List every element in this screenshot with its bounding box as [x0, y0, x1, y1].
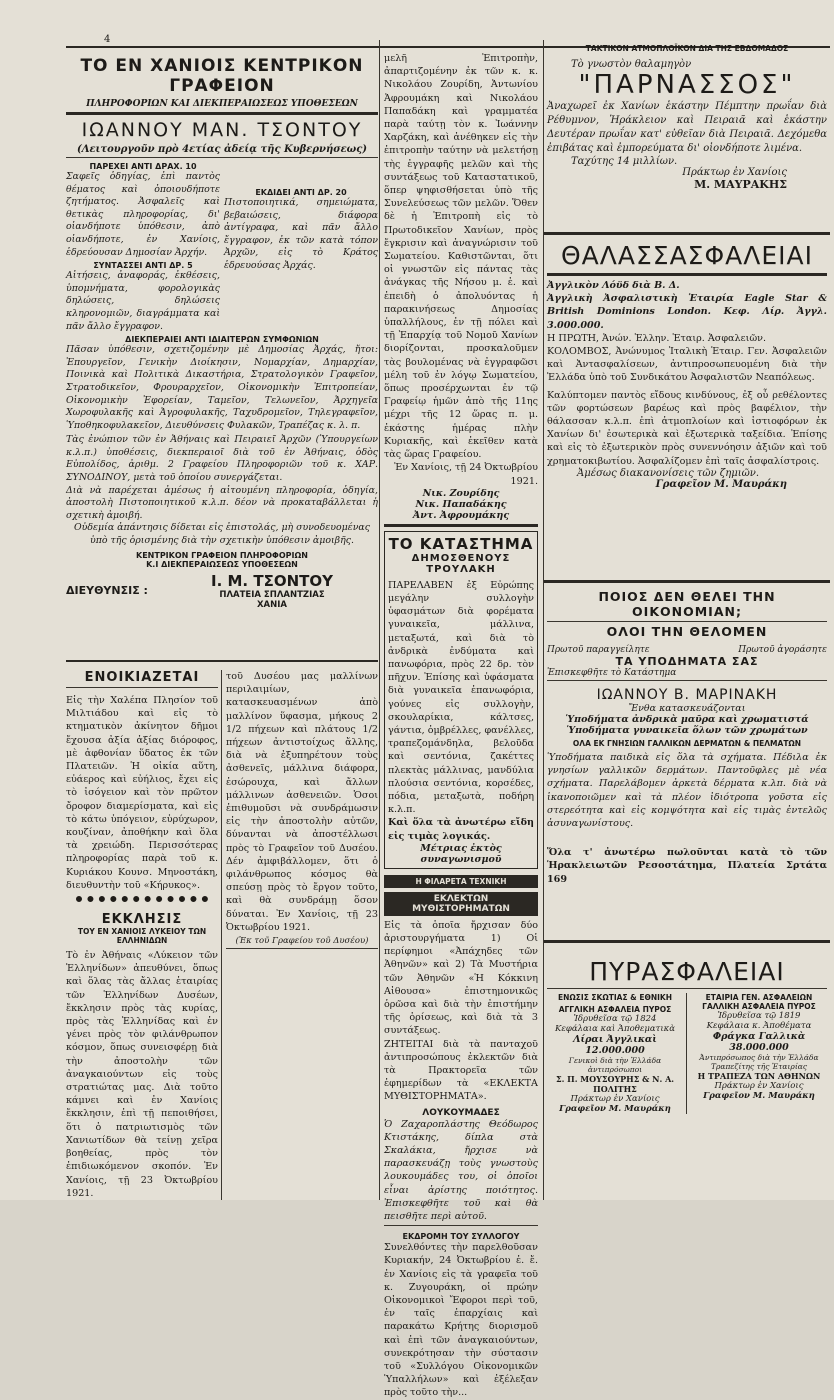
store-title-2: ΔΗΜΟΣΘΕΝΟΥΣ ΤΡΟΥΛΑΚΗ	[411, 552, 511, 575]
fire-right-amount: Φράγκα Γαλλικὰ 38.000.000	[712, 1031, 806, 1053]
fee-title: ΔΙΕΚΠΕΡΑΙΕΙ ΑΝΤΙ ΙΔΙΑΙΤΕΡΩΝ ΣΥΜΦΩΝΙΩΝ	[125, 335, 319, 345]
signature: Νικ. Ζουρίδης	[422, 487, 500, 499]
sweets-text: Ὁ Ζαχαροπλάστης Θεόδωρος Κτιστάκης, δίπλα στὰ Σκαλάκια, ἤρχισε νὰ παρασκευάζῃ τοὺς γνωστοὺς λουκουμάδες του, οἱ ὁποῖοι εἶναι ἀρίστης ποιότητος. Ἐπισκεφθῆτε τοῦ καὶ θὰ πεισθῆτε περὶ αὐτοῦ.	[384, 1118, 538, 1223]
divider	[66, 157, 378, 158]
shoes-address: Ὅλα τ' ἀνωτέρω πωλοῦνται κατὰ τὸ τῶν Ἡρακλειωτῶν Ρεσοστάτημα, Πλατεία Σρτάτα 169	[547, 847, 827, 885]
fire-left-sub: ΑΓΓΛΙΚΗ ΑΣΦΑΛΕΙΑ ΠΥΡΟΣ	[558, 1005, 672, 1014]
store-tag: Μέτριας ἐκτὸς συναγωνισμοῦ	[420, 842, 502, 865]
marine-insurance-ad	[544, 232, 830, 490]
divider	[547, 988, 827, 989]
divider	[547, 621, 827, 622]
address-name: Ι. Μ. ΤΣΟΝΤΟΥ	[211, 571, 333, 590]
page-marker: 4	[104, 34, 111, 45]
divider	[547, 273, 827, 276]
fee-columns	[66, 162, 378, 333]
athens-text: Τὰς ἐνώπιον τῶν ἐν Ἀθήναις καὶ Πειραιεῖ Ἀρχῶν (Ὑπουργείων κ.λ.π.) ὑποθέσεις, διεκπεραιοῖ διὰ τοῦ ἐν Ἀθήναις, ὁδὸς Εὐπολίδος, ἀριθμ. 2 Γραφείου Πληροφοριῶν τοῦ κ. ΧΑΡ. ΣΥΝΟΔΙΝΟΥ, μετὰ τοῦ ὁποίου συνεργάζεται.	[66, 434, 378, 484]
shoes-shop-name: ΙΩΑΝΝΟΥ Β. ΜΑΡΙΝΑΚΗ	[596, 687, 778, 703]
address-label: ΔΙΕΥΘΥΝΣΙΣ :	[66, 584, 148, 598]
novels-title: Η ΦΙΛΑΡΕΤΑ ΤΕΧΝΙΚΗ	[384, 875, 538, 888]
excursion-text: Συνελθόντες τὴν παρελθοῦσαν Κυριακήν, 24 Ὀκτωβρίου ἐ. ἔ. ἐν Χανίοις εἰς τὰ γραφεῖα τοῦ κ. Ζυγουράκη, οἱ πρώην Οἰκονομικοὶ Ἔφοροι περὶ τοῦ, ἐν ταῖς ἐπαρχίαις καὶ παρακάτω Κρήτης διορισμοῦ καὶ ἐπὶ τῶν ἀναγκαιούντων, συνεκρότησαν τὴν σύστασιν τοῦ «Συλλόγου Οἰκονομικῶν Ὑπαλλήλων» καὶ ἐξέλεξαν πρὸς τοῦτο τὴν...	[384, 1242, 538, 1399]
fire-title: ΠΥΡΑΣΦΑΛΕΙΑΙ	[589, 957, 785, 986]
info-text: Διὰ νὰ παρέχεται ἀμέσως ἡ αἰτουμένη πληροφορία, ὁδηγία, ἀποστολὴ Πιστοποιητικοῦ κ.λ.π. δέον νὰ προκαταβάλλεται ἡ σχετικὴ ἀμοιβή.	[66, 484, 378, 521]
address-city: ΧΑΝΙΑ	[257, 599, 287, 610]
store-title: ΤΟ ΚΑΤΑΣΤΗΜΑ	[388, 534, 534, 553]
fire-right-note: Ἀντιπρόσωπος διὰ τὴν Ἑλλάδα Τραπεζίτης τῆς Ἐταιρίας	[699, 1053, 819, 1071]
column-1	[66, 0, 378, 1200]
store-ad	[384, 531, 538, 869]
shoes-line: Ὑποδήματα ἀνδρικὰ μαῦρα καὶ χρωματιστά	[565, 714, 809, 725]
marine-line: Ἀγγλικὴ Ἀσφαλιστικὴ Ἑταιρία Eagle Star & British Dominions London. Κεφ. Λίρ. Ἀγγλ. 3.000.000.	[547, 293, 827, 331]
divider	[547, 680, 827, 681]
ship-text: Ἀναχωρεῖ ἐκ Χανίων ἑκάστην Πέμπτην πρωΐαν διὰ Ρέθυμνον, Ἡράκλειον καὶ Πειραιᾶ καὶ ἑκάστην Δευτέραν πρωΐαν κατ' εὐθεῖαν διὰ Πειραιᾶ. Δεχόμεθα ἐπιβάτας καὶ ἐμπορεύματα δι' οἱονδήποτε λιμένα.	[547, 101, 827, 154]
fee-title: ΕΚΔΙΔΕΙ ΑΝΤΙ ΔΡ. 20	[255, 188, 347, 197]
info-office-ad	[66, 56, 378, 610]
shoes-left: Πρωτοῦ παραγγείλητε	[547, 645, 650, 655]
divider	[384, 524, 538, 527]
fire-right-agent: Πράκτωρ ἐν Χανίοις	[714, 1081, 804, 1091]
fee-title: ΣΥΝΤΑΣΣΕΙ ΑΝΤΙ ΔΡ. 5	[93, 261, 193, 271]
ship-ad	[544, 44, 830, 191]
notice-sign: (Ἐκ τοῦ Γραφείου τοῦ Δυσέου)	[235, 936, 369, 947]
fire-right-cap: Κεφάλαια κ. Ἀποθέματα	[706, 1021, 812, 1031]
office-line: Κ.Ι ΔΙΕΚΠΕΡΑΙΩΣΕΩΣ ΥΠΟΘΕΣΕΩΝ	[146, 559, 298, 569]
fire-left-amount: Λίραι Ἀγγλικαὶ 12.000.000	[573, 1034, 657, 1056]
marine-line: ΚΟΛΟΜΒΟΣ, Ἀνώνυμος Ἰταλικὴ Ἑταιρ. Γεν. Ἀσφαλειῶν καὶ Ἀντασφαλίσεων, ἀντιπροσωπευομένη διὰ τὴν Ἑλλάδα ὑπὸ τοῦ Συνδικάτου Ἀσφαλιστῶν Νεαπόλεως.	[547, 346, 827, 384]
shoes-visit: Ἐπισκεφθῆτε τὸ Κατάστημα	[547, 668, 677, 678]
signature: Νικ. Παπαδάκης	[415, 498, 507, 510]
shoes-ad	[544, 580, 830, 886]
novels-ad	[384, 875, 538, 1104]
committee-article	[380, 52, 542, 1400]
fire-left-reps: Σ. Π. ΜΟΥΣΟΥΡΗΣ & Ν. Α. ΠΟΛΙΤΗΣ	[555, 1074, 675, 1094]
ad-owner: ΙΩΑΝΝΟΥ ΜΑΝ. ΤΣΟΝΤΟΥ	[81, 119, 363, 141]
signature: Ἀντ. Ἀφρουμάκης	[412, 509, 510, 521]
committee-text: μελῆ Ἐπιτροπὴν, ἀπαρτιζομένην ἐκ τῶν κ. κ. Νικολάου Ζουρίδη, Ἀντωνίου Ἀφρουμάκη καὶ Νικολάου Παπαδάκη καὶ γραμματέα παρὰ ταύτῃ τὸν κ. Ἰωάννην Χαρζάκη, καὶ ἀνέθηκεν εἰς τὴν ἐπιτροπὴν ταύτην νὰ μελετήσῃ τὴς ἐγγραφῆς μελῶν καὶ τὴς συντάξεως τοῦ Καταστατικοῦ, ὅπερ ψηφισθήσεται ὑπὸ τῆς Συνελεύσεως τῶν μελῶν. Ὅθεν δὲ ἡ Ἐπιτροπὴ εἰς τὸ Πρωτοδικεῖον Χανίων, πρὸς ἔγκρισιν καὶ ἀναγνώρισιν τοῦ Σωματείου. Καθιστῶνται, ὅτι οἱ γνωστῶν εἰς πάντας τὰς ἀνάγκας τῆς Νήσου μ. ἑ. καὶ ἐπειδὴ ὁ ἀπολυόντας ἡ παρακινήσεως Δημοσίας ὑπαλλήλους, ἐν τῇ πόλει καὶ τῇ Ἐπαρχίᾳ τοῦ Νομοῦ Χανίων διορίζονται, προσκαλοῦμεν τὰς βουλομένας νὰ ἐγγραφῶσι μέλη τοῦ ἐν λόγῳ Σωματείου, ὅπως προσέρχωνται ἐν τῷ Γραφείῳ ἡμῶν ἀπὸ τῆς 11ης μέχρι τῆς 12 ὥρας π. μ. ἐκάστης ἡμέρας πλὴν Κυριακῆς, καὶ ἐκεῖθεν κατὰ τὰς ὥρας Γραφείου.	[384, 53, 538, 461]
rent-text: Εἰς τὴν Χαλέπα Πλησίον τοῦ Μιλτιάδου καὶ εἰς τὸ κτηματικὸν ἀκίνητον δῆμοι ἔχουσα ἀξία ἀξίας διόροφος, μὲ ἀφθονίαν ὕδατος ἐκ τῶν Πλατειῶν. Ἡ οἰκία αὕτη, εὐάερος καὶ εὐήλιος, ἔχει εἰς τὸ ἰσόγειον καὶ τὸν πρῶτον ὄροφον διαμερίσματα, καὶ εἰς τὸ κάτω ὑπόγειον, εὑρύχωρον, κουζίναν, ἀποθήκην καὶ ὅλα τὰ χρειώδη. Περισσότερας πληροφορίας παρὰ τοῦ κ. Κυριάκου Κουνσ. Μηνοστάκη, διευθυντὴν τοῦ «Κήρυκος».	[66, 695, 218, 891]
novels-title-2: ΕΚΛΕΚΤΩΝ ΜΥΘΙΣΤΟΡΗΜΑΤΩΝ	[384, 892, 538, 916]
divider	[384, 1225, 538, 1226]
novels-note: ΖΗΤΕΙΤΑΙ διὰ τὰ πανταχοῦ ἀντιπροσώπους ἐκλεκτῶν διὰ τὰ Πρακτορεῖα τῶν ἐφημερίδων τὰ «ΕΚΛΕΚΤΑ ΜΥΘΙΣΤΟΡΗΜΑΤΑ».	[384, 1038, 538, 1103]
shoes-title: ΤΑ ΥΠΟΔΗΜΑΤΑ ΣΑΣ	[615, 655, 759, 668]
committee-date: Ἐν Χανίοις, τῇ 24 Ὀκτωβρίου 1921.	[394, 462, 538, 487]
marine-line: Ἀγγλικὸν Λόϋδ διὰ Β. Δ.	[547, 280, 680, 291]
fire-left-note: Γενικοὶ διὰ τὴν Ἑλλάδα ἀντιπρόσωποι	[568, 1056, 662, 1074]
shoes-right: Πρωτοῦ ἀγοράσητε	[738, 645, 827, 655]
fire-right-year: Ἱδρυθεῖσα τῷ 1819	[717, 1011, 801, 1021]
divider	[66, 112, 378, 115]
dotted-divider	[76, 896, 208, 908]
ad-license: (Λειτουργοῦν πρὸ 4ετίας ἀδείᾳ τῆς Κυβερνήσεως)	[76, 144, 368, 155]
rent-title: ΕΝΟΙΚΙΑΖΕΤΑΙ	[84, 670, 200, 685]
sweets-title: ΛΟΥΚΟΥΜΑΔΕΣ	[422, 1107, 500, 1118]
fire-left-cap: Κεφάλαια καὶ Ἀποθεματικὰ	[555, 1024, 675, 1034]
excursion-title: ΕΚΔΡΟΜΗ ΤΟΥ ΣΥΛΛΟΓΟΥ	[402, 1232, 520, 1242]
column-3	[544, 0, 830, 1200]
marine-text: Καλύπτομεν παντὸς εἴδους κινδύνους, ἐξ οὗ ρεθέλοντες τῶν φορτώσεων βαρέως καὶ πρὸς βαφέλιον, τὴν θάλασσαν κ.λ.π. ἐπὶ ἀτμοπλοίων καὶ ἱστιοφόρων ἐκ Χανίων δι' ἐσωτερικὰ καὶ ἐξωτερικὰ ταξείδια. Ἐπίσης καὶ εἰς τὸ ἐξωτερικὸν πρὸς συνεννόησιν ἀξιῶν καὶ τοῦ χρηματοκιβωτίου. Ἀσφαλίζομεν ἐπὶ ταῖς ἀσφαλίστροις.	[547, 389, 827, 467]
shoes-line: Ὑποδήματα γυναικεῖα ὅλων τῶν χρωμάτων	[566, 725, 808, 736]
bottom-section	[66, 660, 378, 1200]
shoes-line: ΟΛΑ ΕΚ ΓΝΗΣΙΩΝ ΓΑΛΛΙΚΩΝ ΔΕΡΜΑΤΩΝ & ΠΕΛΜΑΤΩΝ	[572, 739, 802, 748]
ship-header: ΤΑΚΤΙΚΟΝ ΑΤΜΟΠΛΟΪΚΟΝ ΔΙΑ ΤΗΣ ΕΒΔΟΜΑΔΟΣ	[585, 44, 789, 53]
novels-text: Εἰς τὰ ὁποῖα ἤρχισαν δύο ἀριστουργήματα 1) Οἱ περίφημοι «Ἀπάχηδες τῶν Ἀθηνῶν» καὶ 2) Τὰ Μυστήρια τῶν Ἀθηνῶν «Ἡ Κόκκινη Αἰθουσα» ἐπιστημονικῶς ὁρῶσα καὶ διὰ τὴν ἐπιστήμην τῆς ὁρίσεως, καὶ διὰ τὰ 3 συντάξεως.	[384, 919, 538, 1037]
column-2	[380, 0, 542, 1399]
ad-headline: ΤΟ ΕΝ ΧΑΝΙΟΙΣ ΚΕΝΤΡΙΚΟΝ ΓΡΑΦΕΙΟΝ	[80, 56, 364, 96]
notice-text: τοῦ Δυσέου μας μαλλίνων περιλαιμίων, κατασκευασμένων ἀπὸ μαλλίνον ὕφασμα, μήκους 2 1/2 πήχεων καὶ πλάτους 1/2 πήχεων ἀντιστοίχως ἄλλης, διὰ νὰ ἐξυπηρέτουν τοὺς ἀσθενεῖς, μάλλινα διάφορα, ἐσώρουχα, καὶ ἄλλων μάλλινων ἀσθενειῶν. Ὁσοι ἐπιθυμοῦσι νὰ συνδράμωσιν εἰς τὴν ἀποστολὴν αὐτῶν, δύνανται νὰ ἀποστέλλωσι πρὸς τὸ Γραφεῖον τοῦ Δυσέου. Δέν ἀμφιβάλλομεν, ὅτι ὁ φιλάνθρωπος κόσμος θὰ σπεύσῃ πρὸς τὸ ἔργον τοῦτο, καὶ θὰ συνδράμῃ ὅσον δύναται. Ἐν Χανίοις, τῇ 23 Ὀκτωβρίου 1921.	[226, 671, 378, 933]
church-text: Τὸ ἐν Ἀθήναις «Λύκειον τῶν Ἑλληνίδων» ἀπευθύνει, ὅπως καὶ ὅλας τὰς ἄλλας ἑταιρίας τῶν Ἑλληνίδων Δυσέων, ἔκκλησιν πρὸς τὰς κυρίας, πρὸς τὰς Ἑλληνίδας καὶ ἐν γένει πρὸς τὸν φιλάνθρωπον κόσμον, ὅπως συνεισφέρῃ διὰ τὴν ἀποστολὴν τῶν ἀναγκαιούντων εἰς τοὺς στρατιώτας μας. Διὰ τοῦτο κάμνει καὶ ἐν Χανίοις ἔκκλησιν, ἐπὶ τῇ πεποιθήσει, ὅτι ὁ πατριωτισμὸς τῶν Χανιωτίδων θὰ τείνῃ χεῖρα βοηθείας, πρὸς τὸν ἐπιδιωκόμενον σκοπόν. Ἐν Χανίοις, τῇ 23 Ὀκτωβρίου 1921.	[66, 950, 218, 1199]
church-subtitle: ΤΟΥ ΕΝ ΧΑΝΙΟΙΣ ΛΥΚΕΙΟΥ ΤΩΝ ΕΛΛΗΝΙΔΩΝ	[77, 927, 207, 946]
fee-text: Σαφεῖς ὁδηγίας, ἐπὶ παντὸς θέματος καὶ ὁποιουδήποτε ζητήματος. Ἀσφαλεῖς καὶ θετικὰς πληροφορίας, δι' οἱανδήποτε ὑπόθεσιν, ἀπὸ οἱανδήποτε, ἐν Χανίοις, ἑδρεύουσαν Δημοσίαν Ἀρχήν.	[66, 171, 220, 258]
fire-right-bank: Η ΤΡΑΠΕΖΑ ΤΩΝ ΑΘΗΝΩΝ	[697, 1071, 821, 1081]
shoes-line: Ἔνθα κατασκευάζονται	[628, 703, 746, 714]
office-line: ΚΕΝΤΡΙΚΟΝ ΓΡΑΦΕΙΟΝ ΠΛΗΡΟΦΟΡΙΩΝ	[136, 550, 308, 560]
ad-subhead: ΠΛΗΡΟΦΟΡΙΩΝ ΚΑΙ ΔΙΕΚΠΕΡΑΙΩΣΕΩΣ ΥΠΟΘΕΣΕΩΝ	[86, 99, 358, 109]
ship-intro: Τὸ γνωστὸν θαλαμηγὸν	[571, 59, 692, 70]
ship-agent-label: Πράκτωρ ἐν Χανίοις	[682, 167, 787, 178]
ship-name: "ΠΑΡΝΑΣΣΟΣ"	[578, 70, 796, 100]
divider	[66, 687, 218, 688]
marine-title: ΘΑΛΑΣΣΑΣΦΑΛΕΙΑΙ	[561, 241, 813, 270]
shoes-answer: ΟΛΟΙ ΤΗΝ ΘΕΛΟΜΕΝ	[606, 624, 768, 639]
store-text: ΠΑΡΕΛΑΒΕΝ ἐξ Εὐρώπης μεγάλην συλλογὴν ὑφασμάτων διὰ φορέματα γυναικεῖα, μάλλινα, μεταξωτά, καὶ διὰ τὸ ἀνδρικὰ ἐνδύματα καὶ πανωφόρια, πρὸς 22 δρ. τὸν πῆχυν. Ἐπίσης καὶ ὑφάσματα διὰ γυναικεῖα ἐπανωφόρια, γούνες εἰς συλλογὴν, σκουλαρίκια, κάλτσες, γάντια, ὀμβρέλλες, φανέλλες, τραπεζομάνδηλα, βελοῦδα καὶ σεντόνια, ζακέττες πλεκτὰς μάλλινας, μανδύλια πλούσια σεντόνια, κορσέδες, πόδια, μεταξωτὰ, ποδήρη κ.λ.π.	[388, 579, 535, 816]
shoes-text: Ὑποδήματα παιδικὰ εἰς ὅλα τὰ σχήματα. Πέδιλα ἐκ γνησίων γαλλικῶν δερμάτων. Παντοῦφλες μὲ νέα σχήματα. Παρελάβομεν ἀρκετὰ δέρματα κ.λπ. διὰ νὰ ἱκανοποιῶμεν καὶ τὰ πλέον ἰδιότροπα γοῦστα εἰς στερεότητα καὶ εἰς κομψότητα καὶ εἰς τιμὰς ἐντελῶς ἀσυναγωνίστους.	[547, 752, 827, 830]
fee-text: Πᾶσαν ὑπόθεσιν, σχετιζομένην μὲ Δημοσίας Ἀρχάς, ἤτοι: Ἐπουργεῖον, Γενικὴν Διοίκησιν, Νομαρχίαν, Δημαρχίαν, Ποινικὰ καὶ Πολιτικὰ Δικαστήρια, Στρατολογικὸν Γραφεῖον, Στρατοδικεῖον, Φρουραρχεῖον, Οἰκονομικὴν Ἐπιτροπείαν, Οἰκονομικὴν Ἐφορείαν, Ταμεῖον, Τελωνεῖον, Ἀρχηγεῖα Χωροφυλακῆς καὶ Ἀγροφυλακῆς, Ταχυδρομεῖον, Τηλεγραφεῖον, Ὑποθηκοφυλακεῖον, Διευθύνσεις Φυλακῶν, Τραπέζας κ. λ. π.	[66, 344, 378, 431]
church-title: ΕΚΚΛΗΣΙΣ	[101, 912, 183, 928]
fee-text: Αἰτήσεις, ἀναφοράς, ἐκθέσεις, ὑπομνήματα, φορολογικὰς δηλώσεις, δηλώσεις κληρονομιῶν, διαγράμματα καὶ πᾶν ἄλλο ἔγγραφον.	[66, 270, 220, 332]
fire-left-title: ΕΝΩΣΙΣ ΣΚΩΤΙΑΣ & ΕΘΝΙΚΗ	[558, 993, 672, 1002]
marine-note: Ἀμέσως διακανονίσεις τῶν ζημιῶν.	[577, 467, 760, 479]
shoes-question: ΠΟΙΟΣ ΔΕΝ ΘΕΛΕΙ ΤΗΝ ΟΙΚΟΝΟΜΙΑΝ;	[598, 589, 776, 619]
fee-text: Πιστοποιητικά, σημειώματα, βεβαιώσεις, διάφορα ἀντίγραφα, καὶ πᾶν ἄλλο ἔγγραφον, ἐκ τῶν κατὰ τόπον Ἀρχῶν, εἰς τὸ Κράτος ἑδρευούσας Ἀρχάς.	[224, 197, 378, 271]
fire-insurance-ad	[544, 940, 830, 1114]
ship-agent-name: Μ. ΜΑΥΡΑΚΗΣ	[694, 178, 787, 191]
divider	[226, 948, 378, 949]
ship-speed: Ταχύτης 14 μιλλίων.	[571, 156, 678, 167]
marine-office: Γραφεῖον Μ. Μαυράκη	[655, 478, 787, 490]
store-note: Καὶ ὅλα τὰ ἀνωτέρω εἴδη εἰς τιμὰς λογικάς.	[388, 817, 534, 842]
fee-title: ΠΑΡΕΧΕΙ ΑΝΤΙ ΔΡΑΧ. 10	[89, 162, 197, 171]
address-street: ΠΛΑΤΕΙΑ ΣΠΛΑΝΤΖΙΑΣ	[219, 589, 325, 600]
fire-left-agent: Πράκτωρ ἐν Χανίοις	[570, 1094, 660, 1104]
fire-left-office: Γραφεῖον Μ. Μαυράκη	[559, 1104, 671, 1114]
fire-left-year: Ἱδρυθεῖσα τῷ 1824	[573, 1014, 657, 1024]
fire-right-office: Γραφεῖον Μ. Μαυράκη	[703, 1091, 815, 1101]
warning-text: Οὐδεμία ἀπάντησις δίδεται εἰς ἐπιστολάς, μὴ συνοδευομένας ὑπὸ τῆς ὁρισμένης διὰ τὴν σχετικὴν ὑπόθεσιν ἀμοιβῆς.	[73, 522, 370, 547]
marine-line: Η ΠΡΩΤΗ, Ἀνών. Ἑλλην. Ἑταιρ. Ἀσφαλειῶν.	[547, 332, 767, 344]
fire-right-title: ΕΤΑΙΡΙΑ ΓΕΝ. ΑΣΦΑΛΕΙΩΝ ΓΑΛΛΙΚΗ ΑΣΦΑΛΕΙΑ ΠΥΡΟΣ	[702, 993, 816, 1011]
